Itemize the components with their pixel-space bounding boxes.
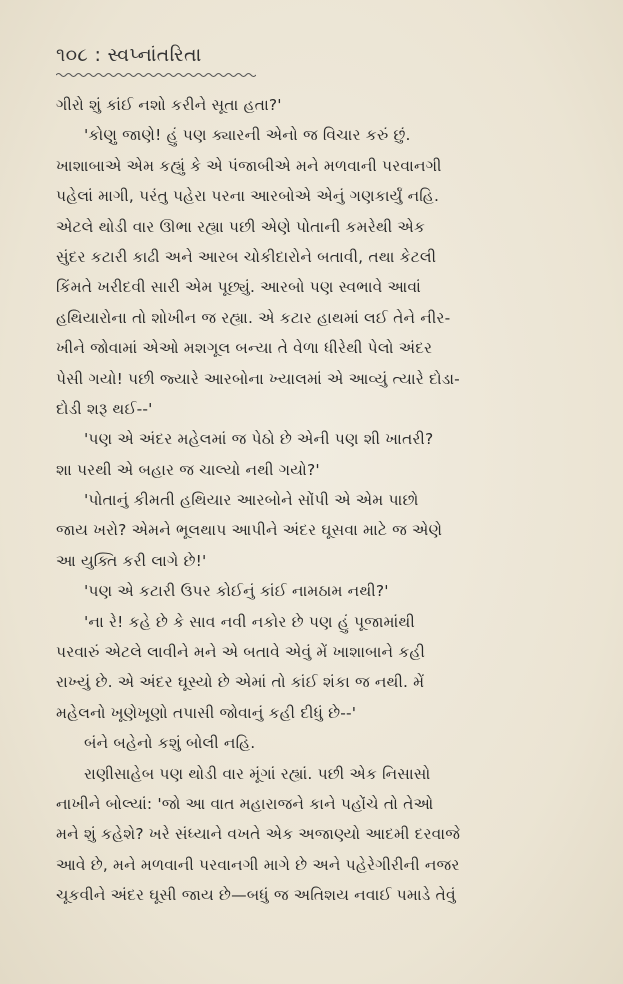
text-line: ખાશાબાએ એમ કહ્યું કે એ પંજાબીએ મને મળવાની પરવાનગી: [56, 156, 442, 175]
text-line: કિંમતે ખરીદવી સારી એમ પૂછ્યું. આરબો પણ સ્વભાવે આવાં: [56, 278, 421, 297]
header-separator: :: [94, 44, 102, 66]
text-line: દોડી શરૂ થઈ--': [56, 399, 153, 418]
text-line: જાય ખરો? એમને ભૂલથાપ આપીને અંદર ઘૂસવા માટે જ એણે: [56, 521, 443, 540]
text-line: આ યુક્તિ કરી લાગે છે!': [56, 551, 207, 570]
text-line: મહેલનો ખૂણેખૂણો તપાસી જોવાનું કહી દીધું છે--': [56, 703, 357, 722]
paragraph: [56, 90, 576, 120]
text-line: નાખીને બોલ્યાં: 'જો આ વાત મહારાજને કાને પહોંચે તો તેઓ: [56, 794, 434, 813]
paragraph: [56, 120, 576, 424]
text-line: પરવારું એટલે લાવીને મને એ બતાવે એવું મેં ખાશાબાને કહી: [56, 643, 426, 662]
paragraph: [56, 424, 576, 485]
text-line: શા પરથી એ બહાર જ ચાલ્યો નથી ગયો?': [56, 460, 320, 479]
text-line: 'પોતાનું કીમતી હથિયાર આરબોને સોંપી એ એમ પાછો: [84, 491, 419, 510]
text-line: રાણીસાહેબ પણ થોડી વાર મૂંગાં રહ્યાં. પછી એક નિસાસો: [84, 764, 431, 783]
text-line: 'પણ એ કટારી ઉપર કોઈનું કાંઈ નામઠામ નથી?': [84, 582, 389, 601]
text-line: ખીને જોવામાં એઓ મશગૂલ બન્યા તે વેળા ધીરેથી પેલો અંદર: [56, 339, 433, 358]
text-line: ગીરો શું કાંઈ નશો કરીને સૂતા હતા?': [56, 96, 282, 114]
text-line: સુંદર કટારી કાઢી અને આરબ ચોકીદારોને બતાવી, તથા કેટલી: [56, 247, 437, 266]
paragraph: [56, 759, 576, 911]
paragraph: [56, 607, 576, 729]
chapter-title: સ્વપ્નાંતરિતા: [107, 44, 202, 66]
text-line: 'પણ એ અંદર મહેલમાં જ પેઠો છે એની પણ શી ખાતરી?: [84, 430, 434, 449]
header-wavy-underline: [56, 72, 256, 78]
page-number: ૧૦૮: [56, 44, 89, 66]
text-line: પેસી ગયો! પછી જ્યારે આરબોના ખ્યાલમાં એ આવ્યું ત્યારે દોડા-: [56, 369, 460, 388]
text-line: પહેલાં માગી, પરંતુ પહેરા પરના આરબોએ એનું ગણકાર્યું નહિ.: [56, 187, 440, 206]
text-line: 'કોણુ જાણે! હું પણ ક્યારની એનો જ વિચાર કરું છું.: [84, 126, 411, 145]
text-line: ચૂકવીને અંદર ઘૂસી જાય છે—બધું જ અતિશય નવાઈ પમાડે તેવું: [56, 886, 456, 905]
page-header: [56, 44, 202, 66]
text-line: હથિયારોના તો શોખીન જ રહ્યા. એ કટાર હાથમાં લઈ તેને નીર-: [56, 308, 451, 327]
paragraph: [56, 576, 576, 606]
paragraph: [56, 485, 576, 576]
paragraph: [56, 728, 576, 758]
text-line: બંને બહેનો કશું બોલી નહિ.: [84, 734, 256, 753]
text-line: મને શું કહેશે? ખરે સંધ્યાને વખતે એક અજાણ્યો આદમી દરવાજે: [56, 825, 461, 844]
text-line: 'ના રે! કહે છે કે સાવ નવી નકોર છે પણ હું પૂજામાંથી: [84, 612, 415, 631]
text-line: આવે છે, મને મળવાની પરવાનગી માગે છે અને પહેરેગીરીની નજર: [56, 855, 460, 874]
text-line: રાખ્યું છે. એ અંદર ઘૂસ્યો છે એમાં તો કાંઈ શંકા જ નથી. મેં: [56, 673, 425, 692]
text-line: એટલે થોડી વાર ઊભા રહ્યા પછી એણે પોતાની કમરેથી એક: [56, 217, 426, 236]
page-body-text: [56, 90, 576, 911]
